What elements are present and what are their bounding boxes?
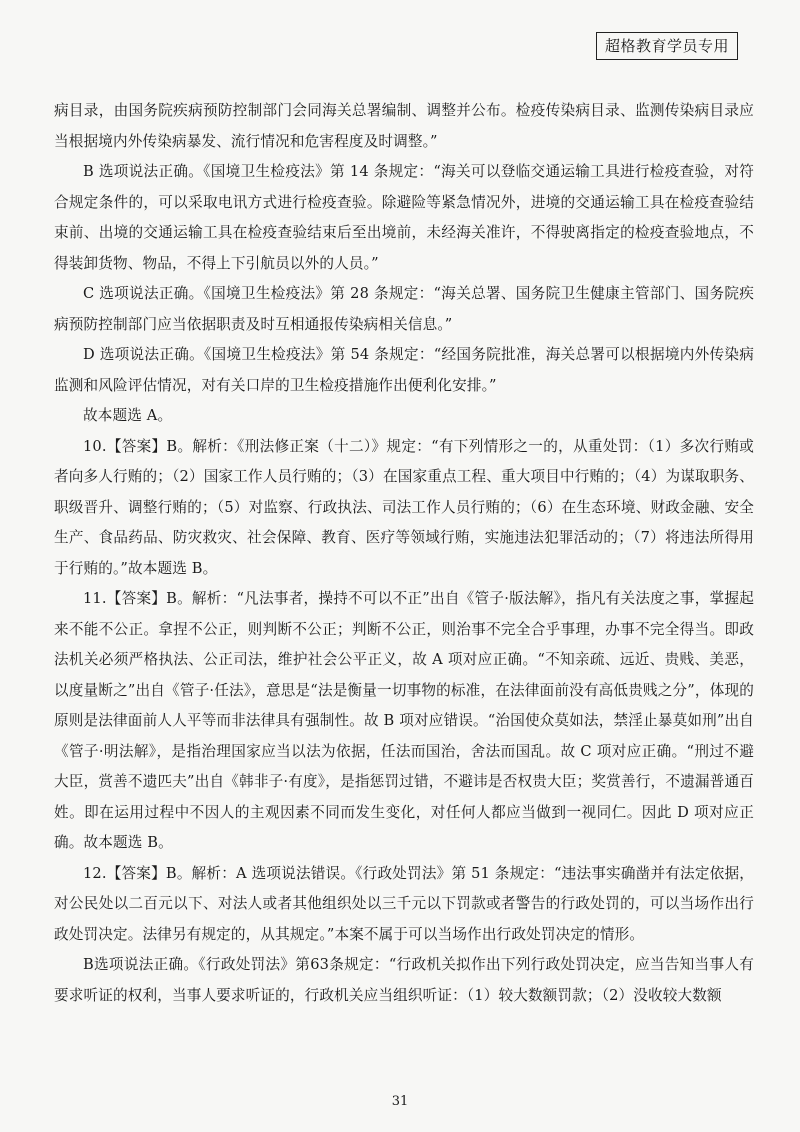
paragraph-continuation: 病目录，由国务院疾病预防控制部门会同海关总署编制、调整并公布。检疫传染病目录、监测传染病目录应当根据境内外传染病暴发、流行情况和危害程度及时调整。” (54, 102, 754, 150)
header-badge: 超格教育学员专用 (596, 32, 738, 60)
paragraph-question-11: 11.【答案】B。解析：“凡法事者，操持不可以不正”出自《管子·版法解》，指凡有关法度之事，掌握起来不能不公正。拿捏不公正，则判断不公正；判断不公正，则治事不完全合乎事理，办事不完全得当。即政法机关必须严格执法、公正司法，维护社会公平正义，故 A 项对应正确。“不知亲疏、远近、贵贱、美恶，以度量断之”出自《管子·任法》，意思是“法是衡量一切事物的标准，在法律面前没有高低贵贱之分”，体现的原则是法律面前人人平等而非法律具有强制性。故 B 项对应错误。“治国使众莫如法，禁淫止暴莫如刑”出自《管子·明法解》，是指治理国家应当以法为依据，任法而国治，舍法而国乱。故 C 项对应正确。“刑过不避大臣，赏善不遗匹夫”出自《韩非子·有度》，是指惩罚过错，不避讳是否权贵大臣；奖赏善行，不遗漏普通百姓。即在运用过程中不因人的主观因素不同而发生变化，对任何人都应当做到一视同仁。因此 D 项对应正确。故本题选 B。 (54, 590, 754, 851)
paragraph-option-c-28: C 选项说法正确。《国境卫生检疫法》第 28 条规定：“海关总署、国务院卫生健康主管部门、国务院疾病预防控制部门应当依据职责及时互相通报传染病相关信息。” (54, 285, 754, 333)
paragraph-question-12: 12.【答案】B。解析：A 选项说法错误。《行政处罚法》第 51 条规定：“违法事实确凿并有法定依据，对公民处以二百元以下、对法人或者其他组织处以三千元以下罚款或者警告的行政处罚的，可以当场作出行政处罚决定。法律另有规定的，从其规定。”本案不属于可以当场作出行政处罚决定的情形。 (54, 864, 754, 943)
paragraph-option-d-54: D 选项说法正确。《国境卫生检疫法》第 54 条规定：“经国务院批准，海关总署可以根据境内外传染病监测和风险评估情况，对有关口岸的卫生检疫措施作出便利化安排。” (54, 346, 754, 394)
body-text (54, 96, 754, 1011)
paragraph-question-10: 10.【答案】B。解析：《刑法修正案（十二）》规定：“有下列情形之一的，从重处罚：（1）多次行贿或者向多人行贿的；（2）国家工作人员行贿的；（3）在国家重点工程、重大项目中行贿的；（4）为谋取职务、职级晋升、调整行贿的；（5）对监察、行政执法、司法工作人员行贿的；（6）在生态环境、财政金融、安全生产、食品药品、防灾救灾、社会保障、教育、医疗等领域行贿，实施违法犯罪活动的；（7）将违法所得用于行贿的。”故本题选 B。 (54, 437, 754, 577)
paragraph-option-b-63: B选项说法正确。《行政处罚法》第63条规定：“行政机关拟作出下列行政处罚决定，应当告知当事人有要求听证的权利，当事人要求听证的，行政机关应当组织听证：（1）较大数额罚款；（2）没收较大数额 (54, 956, 754, 1004)
paragraph-conclusion-a: 故本题选 A。 (83, 407, 173, 424)
page-number: 31 (391, 1094, 409, 1109)
paragraph-option-b-14: B 选项说法正确。《国境卫生检疫法》第 14 条规定：“海关可以登临交通运输工具进行检疫查验，对符合规定条件的，可以采取电讯方式进行检疫查验。除避险等紧急情况外，进境的交通运输工具在检疫查验结束前、出境的交通运输工具在检疫查验结束后至出境前，未经海关准许，不得驶离指定的检疫查验地点，不得装卸货物、物品，不得上下引航员以外的人员。” (54, 163, 754, 272)
